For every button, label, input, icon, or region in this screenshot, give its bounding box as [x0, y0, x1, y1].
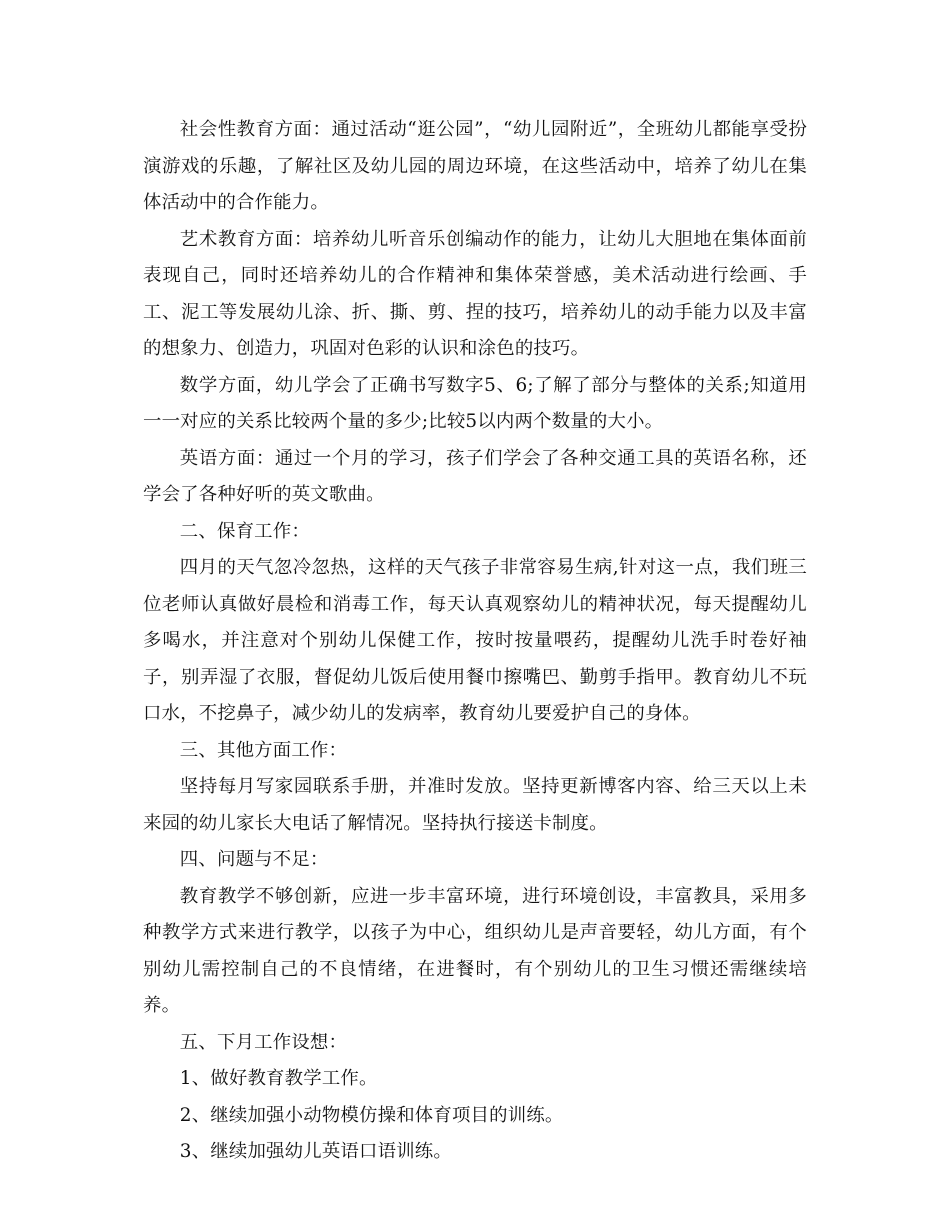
- paragraph-problems: 教育教学不够创新，应进一步丰富环境，进行环境创设，丰富教具，采用多种教学方式来进行教学，以孩子为中心，组织幼儿是声音要轻，幼儿方面，有个别幼儿需控制自己的不良情绪，在进餐时，有个别幼儿的卫生习惯还需继续培养。: [143, 885, 807, 1016]
- heading-problems: 四、问题与不足：: [179, 849, 329, 870]
- paragraph-math: 数学方面，幼儿学会了正确书写数字5、6;了解了部分与整体的关系;知道用一一对应的关系比较两个量的多少;比较5以内两个数量的大小。: [143, 374, 807, 432]
- paragraph-english: 英语方面：通过一个月的学习，孩子们学会了各种交通工具的英语名称，还学会了各种好听的英文歌曲。: [143, 447, 807, 505]
- paragraph-social-education: 社会性教育方面：通过活动“逛公园”，“幼儿园附近”，全班幼儿都能享受扮演游戏的乐趣，了解社区及幼儿园的周边环境，在这些活动中，培养了幼儿在集体活动中的合作能力。: [143, 119, 807, 213]
- heading-care-work: 二、保育工作：: [179, 520, 310, 542]
- plan-item-3: 3、继续加强幼儿英语口语训练。: [179, 1141, 452, 1162]
- plan-item-2: 2、继续加强小动物模仿操和体育项目的训练。: [179, 1104, 564, 1126]
- document-body: [143, 112, 807, 1171]
- heading-other-work: 三、其他方面工作：: [179, 739, 348, 761]
- plan-item-1: 1、做好教育教学工作。: [179, 1068, 378, 1089]
- paragraph-care-work: 四月的天气忽冷忽热，这样的天气孩子非常容易生病,针对这一点，我们班三位老师认真做好晨检和消毒工作，每天认真观察幼儿的精神状况，每天提醒幼儿多喝水，并注意对个别幼儿保健工作，按时按量喂药，提醒幼儿洗手时卷好袖子，别弄湿了衣服，督促幼儿饭后使用餐巾擦嘴巴、勤剪手指甲。教育幼儿不玩口水，不挖鼻子，减少幼儿的发病率，教育幼儿要爱护自己的身体。: [143, 557, 807, 724]
- heading-next-month-plan: 五、下月工作设想：: [179, 1031, 348, 1053]
- paragraph-art-education: 艺术教育方面：培养幼儿听音乐创编动作的能力，让幼儿大胆地在集体面前表现自己，同时还培养幼儿的合作精神和集体荣誉感，美术活动进行绘画、手工、泥工等发展幼儿涂、折、撕、剪、捏的技巧，培养幼儿的动手能力以及丰富的想象力、创造力，巩固对色彩的认识和涂色的技巧。: [143, 228, 807, 359]
- paragraph-other-work: 坚持每月写家园联系手册，并准时发放。坚持更新博客内容、给三天以上未来园的幼儿家长大电话了解情况。坚持执行接送卡制度。: [143, 776, 807, 834]
